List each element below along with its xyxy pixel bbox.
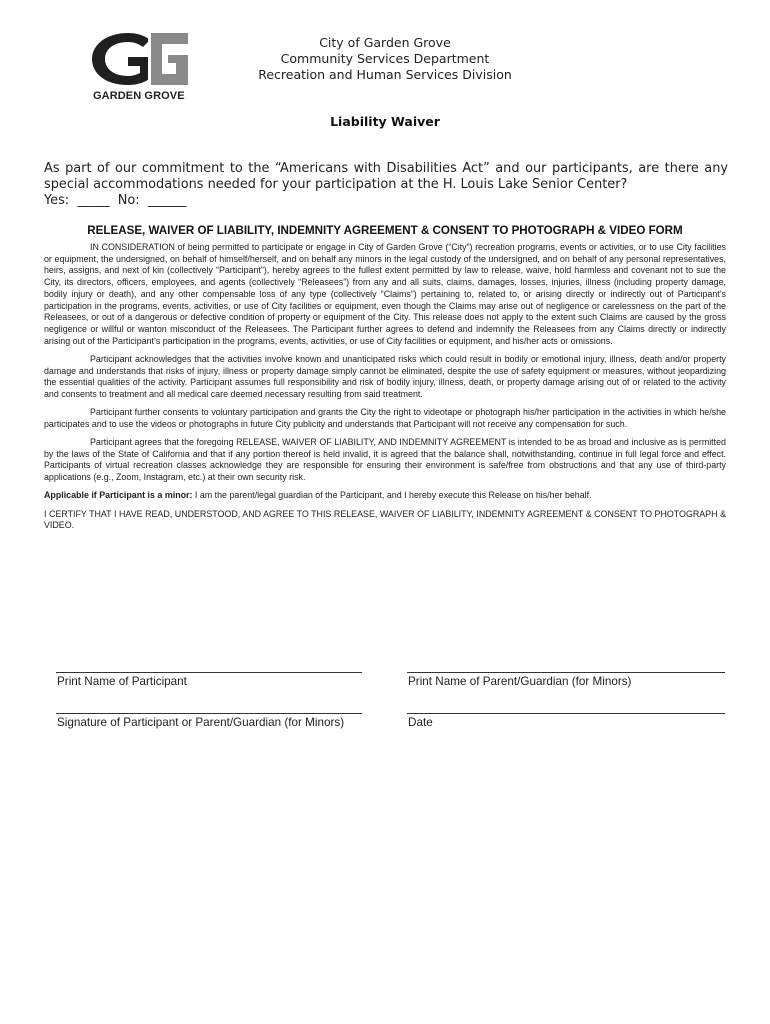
minor-clause	[44, 490, 726, 502]
header-city: City of Garden Grove	[319, 35, 451, 50]
signature-line[interactable]	[56, 713, 362, 714]
header-department: Community Services Department	[280, 51, 490, 66]
yes-no-blanks: Yes: _____ No: ______	[44, 193, 187, 208]
minor-clause-label: Applicable if Participant is a minor:	[44, 490, 193, 501]
page-title: Liability Waiver	[330, 114, 440, 129]
guardian-name-label: Print Name of Parent/Guardian (for Minors)	[408, 675, 632, 688]
date-line[interactable]	[407, 713, 725, 714]
guardian-name-line[interactable]	[407, 672, 725, 673]
logo-text: GARDEN GROVE	[93, 90, 185, 102]
participant-name-line[interactable]	[56, 672, 362, 673]
release-paragraph-scope: Participant agrees that the foregoing RELEASE, WAIVER OF LIABILITY, AND INDEMNITY AGREEMENT is intended to be as broad and inclusive as is permitted by the laws of the State of California and that if any portion thereof is held invalid, it is agreed that the balance shall, notwithstanding, continue in full legal force and effect. Participants of virtual recreation classes acknowledge they are responsible for ensuring their environment is safe/free from obstructions and that any use of third-party applications (e.g., Zoom, Instagram, etc.) at their own security risk.	[44, 437, 726, 483]
accommodations-question: As part of our commitment to the “Americans with Disabilities Act” and our participants, are there any special accommodations needed for your participation at the H. Louis Lake Senior Center?	[44, 161, 728, 192]
release-heading: RELEASE, WAIVER OF LIABILITY, INDEMNITY AGREEMENT & CONSENT TO PHOTOGRAPH & VIDEO FORM	[87, 224, 683, 237]
date-label: Date	[408, 716, 433, 729]
minor-clause-text: I am the parent/legal guardian of the Participant, and I hereby execute this Release on his/her behalf.	[192, 490, 592, 501]
release-body	[44, 242, 726, 538]
header-division: Recreation and Human Services Division	[258, 67, 512, 82]
release-paragraph-consideration: IN CONSIDERATION of being permitted to participate or engage in City of Garden Grove (“City”) recreation programs, events or activities, or to use City facilities or equipment, the undersigned, on behalf of himself/herself, and on behalf any minors in the legal custody of the undersigned, and on behalf of any personal representatives, heirs, assigns, and next of kin (collectively “Participant”), hereby agrees to the fullest extent permitted by law to release, waive, hold harmless and covenant not to sue the City, its directors, officers, employees, and agents (collectively “Releasees”) from any and all suits, claims, damages, losses, injuries, illness (including property damage, bodily injury or death), and any other compensable loss of any type (collectively “Claims”) pertaining to, related to, or arising directly or indirectly out of Participant’s participation in the programs, events, activities, or use of City facilities or equipment, even though the Claims may arise out of negligence or carelessness on the part of the Releasees, or out of a dangerous or defective condition of property or equipment of the City. This release does not apply to the extent such Claims are caused by the gross negligence or willful or wanton misconduct of the Releasees. The Participant further agrees to defend and indemnify the Releasees from any Claims directly or indirectly arising out of the Participant’s participation in the programs, events, activities, or use of City facilities or equipment, and his/her acts or omissions.	[44, 242, 726, 346]
release-paragraph-risks: Participant acknowledges that the activities involve known and unanticipated risks which could result in bodily or emotional injury, illness, death and/or property damage and understands that risks of injury, illness or property damage simply cannot be eliminated, despite the use of safety equipment or measures, without jeopardizing the essential qualities of the activity. Participant assumes full responsibility and risk of bodily injury, illness, death, or property damage arising out of or related to the activity and consents to treatment and all medical care deemed necessary resulting from said treatment.	[44, 353, 726, 399]
release-paragraph-photo-consent: Participant further consents to voluntary participation and grants the City the right to videotape or photograph his/her participation in the activities in which he/she participates and to use the videos or photographs in future City publicity and understands that Participant will not receive any compensation for such.	[44, 407, 726, 429]
certification-statement: I CERTIFY THAT I HAVE READ, UNDERSTOOD, AND AGREE TO THIS RELEASE, WAIVER OF LIABILITY, INDEMNITY AGREEMENT & CONSENT TO PHOTOGRAPH & VIDEO.	[44, 508, 726, 531]
participant-name-label: Print Name of Participant	[57, 675, 187, 688]
department-header	[230, 35, 540, 83]
garden-grove-logo	[88, 30, 196, 106]
garden-grove-g-logo-icon	[88, 30, 196, 88]
signature-label: Signature of Participant or Parent/Guardian (for Minors)	[57, 716, 345, 729]
